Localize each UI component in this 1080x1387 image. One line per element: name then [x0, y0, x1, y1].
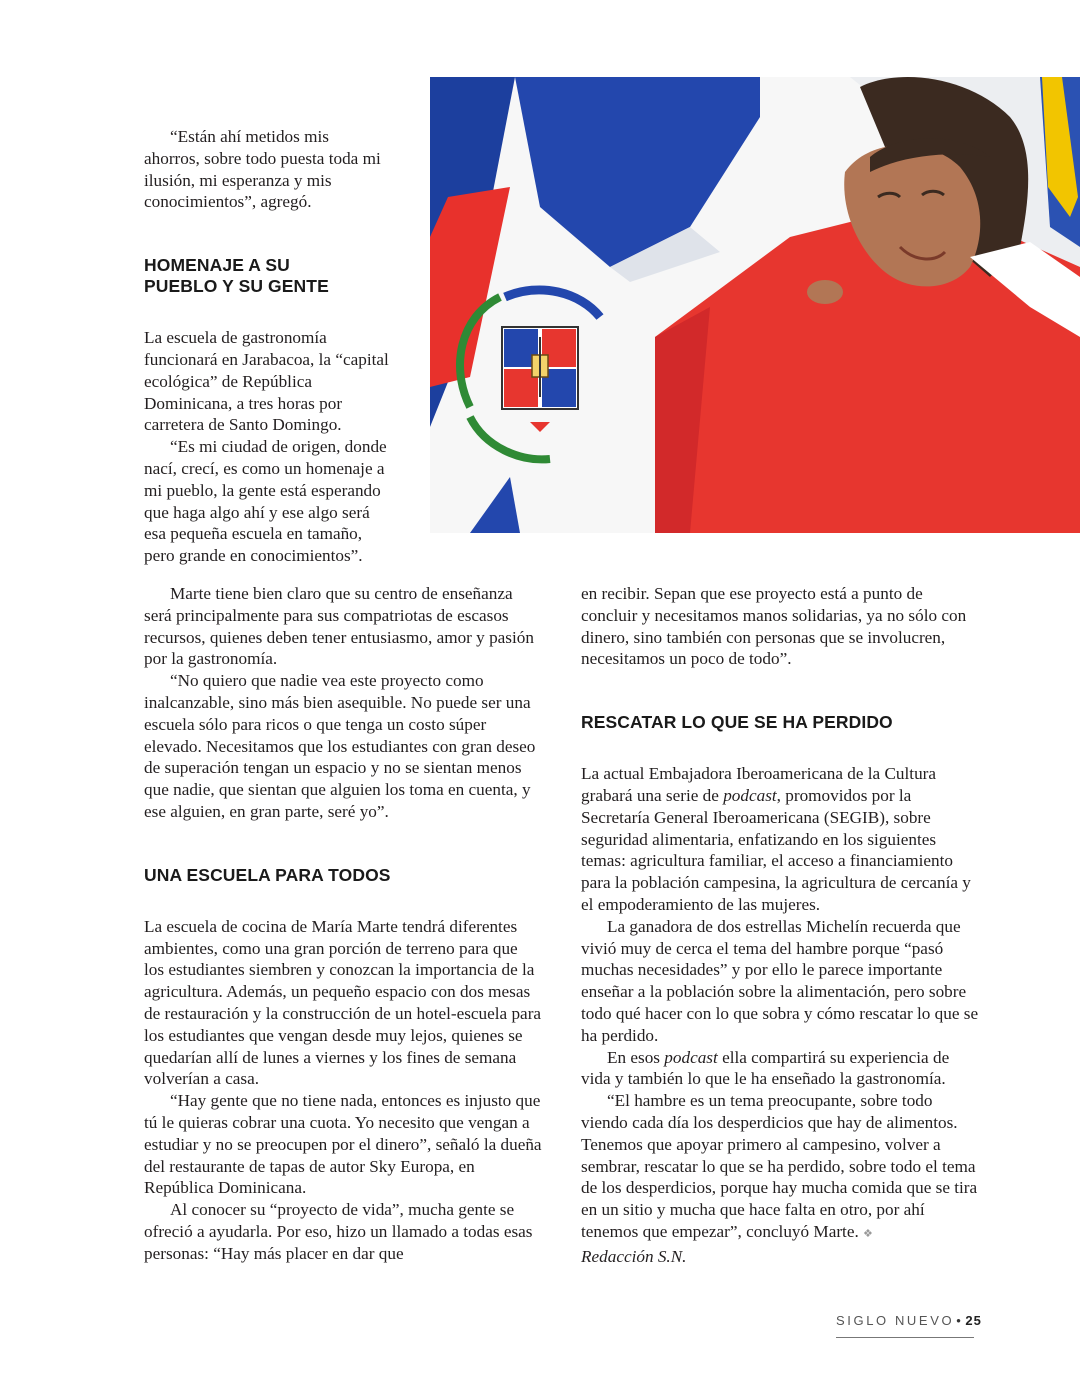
- section-heading-rescatar: RESCATAR LO QUE SE HA PERDIDO: [581, 712, 893, 733]
- paragraph: [581, 763, 979, 916]
- paragraph: [581, 1047, 979, 1091]
- paragraph: Al conocer su “proyecto de vida”, mucha gente se ofreció a ayudarla. Por eso, hizo un llamado a todas esas personas: “Hay más placer en dar que: [144, 1200, 533, 1263]
- heading-line: PUEBLO Y SU GENTE: [144, 276, 329, 297]
- page-number: 25: [965, 1313, 982, 1328]
- italic-text: podcast: [664, 1047, 718, 1067]
- byline: [581, 1246, 979, 1268]
- end-mark-icon: ❖: [863, 1227, 873, 1240]
- footer-bullet: •: [956, 1313, 964, 1328]
- page-footer: [836, 1313, 982, 1328]
- paragraph: La ganadora de dos estrellas Michelín recuerda que vivió muy de cerca el tema del hambre porque “pasó muchas necesidades” y por ello le parece importante enseñar a la población sobre la alimentación, pero sobre todo qué hacer con lo que sobra y cómo rescatar lo que se ha perdido.: [581, 916, 979, 1045]
- column-1-bottom: [144, 583, 542, 1265]
- footer-rule: [836, 1337, 974, 1338]
- magazine-name: SIGLO NUEVO: [836, 1313, 955, 1328]
- text-run: En esos: [607, 1047, 665, 1067]
- text-run: , promovidos por la Secretaría General Iberoamericana (SEGIB), sobre seguridad alimentaria, enfatizando en los siguientes temas: agricultura familiar, el acceso a financiamiento para la población campesina, la agricultura de cercanía y el empoderamiento de las mujeres.: [581, 785, 971, 914]
- text-run: ella compartirá su experiencia de vida y también lo que le ha enseñado la gastronomía.: [581, 1047, 950, 1089]
- paragraph: La escuela de cocina de María Marte tendrá diferentes ambientes, como una gran porción de terreno para que los estudiantes siembren y conozcan la importancia de la agricultura. Además, un pequeño espacio con dos mesas de restauración y la construcción de un hotel-escuela para los estudiantes que vengan desde muy lejos, quienes se quedarían allí de lunes a viernes y los fines de semana volverían a casa.: [144, 916, 542, 1089]
- column-1-top: [144, 126, 389, 567]
- paragraph: en recibir. Sepan que ese proyecto está a punto de concluir y necesitamos manos solidarias, ya no sólo con dinero, sino también con personas que se involucren, necesitamos un poco de todo”.: [581, 584, 967, 669]
- paragraph: “No quiero que nadie vea este proyecto como inalcanzable, sino más bien asequible. No puede ser una escuela sólo para ricos o que tenga un costo súper elevado. Necesitamos que los estudiantes con gran deseo de superación tengan un espacio y no se sientan menos que nadie, que sientan que alguien los toma en cuenta, y ese alguien, en gran parte, seré yo”.: [144, 671, 536, 821]
- column-2: [581, 583, 979, 1268]
- paragraph: “Están ahí metidos mis ahorros, sobre todo puesta toda mi ilusión, mi esperanza y mis conocimientos”, agregó.: [144, 127, 381, 212]
- paragraph: La escuela de gastronomía funcionará en Jarabacoa, la “capital ecológica” de República Dominicana, a tres horas por carretera de Santo Domingo.: [144, 328, 389, 435]
- paragraph: “Hay gente que no tiene nada, entonces es injusto que tú le quieras cobrar una cuota. Yo necesito que vengan a estudiar y no se preocupen por el dinero”, señaló la dueña del restaurante de tapas de autor Sky Europa, en República Dominicana.: [144, 1091, 542, 1198]
- text-run: La actual Embajadora Iberoamericana de la Cultura grabará una serie de: [581, 764, 937, 805]
- italic-text: podcast: [723, 785, 777, 805]
- text-run: “El hambre es un tema preocupante, sobre todo viendo cada día los desperdicios que hay de alimentos. Tenemos que apoyar primero al campesino, volver a sembrar, rescatar lo que se ha perdido, sobre todo el tema de los desperdicios, porque hay mucha comida que se tira en un sitio y mucha que hace falta en otro, por ahí tenemos que empezar”, concluyó Marte.: [581, 1091, 978, 1241]
- paragraph: Marte tiene bien claro que su centro de enseñanza será principalmente para sus compatriotas de escasos recursos, quienes deben tener entusiasmo, amor y pasión por la gastronomía.: [144, 584, 534, 669]
- heading-line: HOMENAJE A SU: [144, 255, 290, 276]
- byline-text: Redacción S.N.: [581, 1246, 687, 1266]
- paragraph: “Es mi ciudad de origen, donde nací, crecí, es como un homenaje a mi pueblo, la gente está esperando que haga algo ahí y ese algo será esa pequeña escuela en tamaño, pero grande en conocimientos”.: [144, 437, 387, 566]
- section-heading-escuela: UNA ESCUELA PARA TODOS: [144, 864, 391, 885]
- article-photo: [430, 77, 1080, 533]
- section-heading-homenaje: [144, 255, 389, 297]
- paragraph: [581, 1090, 979, 1246]
